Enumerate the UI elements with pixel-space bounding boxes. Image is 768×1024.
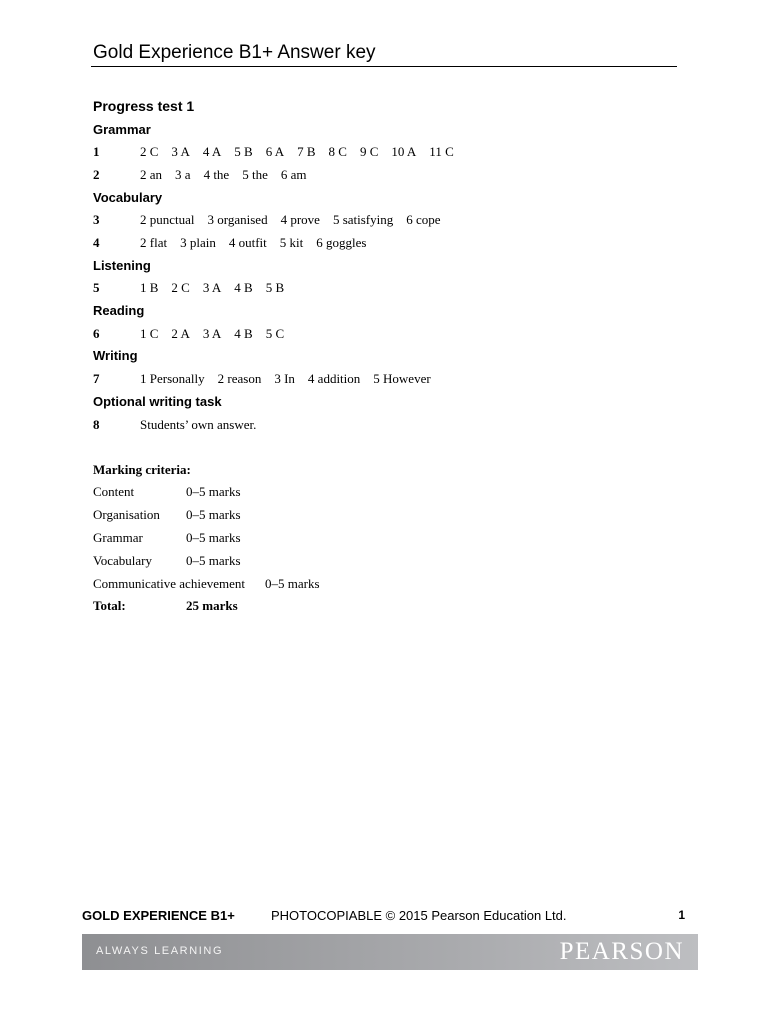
section-heading-reading: Reading <box>93 303 145 318</box>
answer: 5 kit <box>279 235 304 250</box>
answer: 7 B <box>297 144 316 159</box>
question-number: 7 <box>93 371 100 386</box>
question-number: 2 <box>93 167 100 182</box>
answer: 6 goggles <box>316 235 367 250</box>
answer-list <box>140 235 379 251</box>
publisher-logo: PEARSON <box>559 938 684 965</box>
answer: 4 the <box>203 167 230 182</box>
question-number: 1 <box>93 144 100 159</box>
answer: 5 However <box>373 371 431 386</box>
answer-list <box>140 371 444 387</box>
footer-copyright: PHOTOCOPIABLE © 2015 Pearson Education Ltd. <box>271 908 567 923</box>
answer: 3 organised <box>207 212 268 227</box>
criteria-name: Communicative achievement <box>93 576 245 591</box>
answer: 5 satisfying <box>332 212 394 227</box>
section-heading-vocabulary: Vocabulary <box>93 190 163 205</box>
answer-list <box>140 326 297 342</box>
criteria-marks: 0–5 marks <box>265 576 320 591</box>
answer: 1 B <box>140 280 159 295</box>
answer: 10 A <box>391 144 417 159</box>
criteria-marks: 0–5 marks <box>186 507 241 522</box>
answer: 2 A <box>171 326 190 341</box>
answer: 5 the <box>242 167 268 182</box>
answer: 5 C <box>265 326 285 341</box>
criteria-name: Organisation <box>93 507 160 522</box>
answer-list <box>140 144 467 160</box>
document-title: Gold Experience B1+ Answer key <box>93 42 376 63</box>
answer: 2 reason <box>217 371 262 386</box>
answer: 2 punctual <box>140 212 195 227</box>
question-number: 6 <box>93 326 100 341</box>
answer: 6 am <box>280 167 307 182</box>
answer: 3 A <box>202 280 222 295</box>
page-number: 1 <box>678 908 685 922</box>
answer: 4 B <box>234 280 253 295</box>
answer-list <box>140 212 454 228</box>
answer-list <box>140 280 297 296</box>
question-number: 8 <box>93 417 100 432</box>
criteria-marks: 0–5 marks <box>186 553 241 568</box>
answer: 4 A <box>202 144 222 159</box>
answer-list <box>140 417 269 433</box>
footer-brand: GOLD EXPERIENCE B1+ <box>82 908 235 923</box>
answer: 6 A <box>265 144 285 159</box>
question-number: 3 <box>93 212 100 227</box>
answer: 3 A <box>202 326 222 341</box>
answer: 2 an <box>140 167 163 182</box>
marking-criteria-heading: Marking criteria: <box>93 462 191 477</box>
criteria-name: Vocabulary <box>93 553 152 568</box>
criteria-name: Grammar <box>93 530 143 545</box>
answer: 4 outfit <box>228 235 267 250</box>
answer: 3 a <box>175 167 191 182</box>
section-heading-writing: Writing <box>93 348 138 363</box>
criteria-marks: 0–5 marks <box>186 530 241 545</box>
answer: 2 C <box>140 144 159 159</box>
criteria-marks: 0–5 marks <box>186 484 241 499</box>
title-rule <box>91 66 677 67</box>
criteria-name: Content <box>93 484 135 499</box>
answer: 9 C <box>359 144 379 159</box>
answer: 4 addition <box>307 371 361 386</box>
answer: 3 In <box>274 371 295 386</box>
question-number: 5 <box>93 280 100 295</box>
question-number: 4 <box>93 235 100 250</box>
answer: 1 C <box>140 326 159 341</box>
answer: 2 flat <box>140 235 168 250</box>
answer: Students’ own answer. <box>140 417 257 432</box>
banner-tagline: ALWAYS LEARNING <box>96 945 224 957</box>
answer: 3 plain <box>180 235 216 250</box>
criteria-total-label: Total: <box>93 598 126 613</box>
section-heading-grammar: Grammar <box>93 122 151 137</box>
answer: 3 A <box>171 144 190 159</box>
answer: 4 prove <box>280 212 320 227</box>
test-title: Progress test 1 <box>93 98 195 114</box>
section-heading-listening: Listening <box>93 258 151 273</box>
answer: 1 Personally <box>140 371 205 386</box>
publisher-banner <box>82 934 698 970</box>
criteria-total-marks: 25 marks <box>186 598 238 613</box>
footer <box>82 908 698 926</box>
answer: 5 B <box>234 144 253 159</box>
answer: 11 C <box>429 144 454 159</box>
answer: 8 C <box>328 144 347 159</box>
answer: 4 B <box>234 326 253 341</box>
answer: 5 B <box>265 280 285 295</box>
answer-list <box>140 167 319 183</box>
answer: 6 cope <box>406 212 441 227</box>
section-heading-optional-writing: Optional writing task <box>93 394 222 409</box>
answer: 2 C <box>171 280 190 295</box>
